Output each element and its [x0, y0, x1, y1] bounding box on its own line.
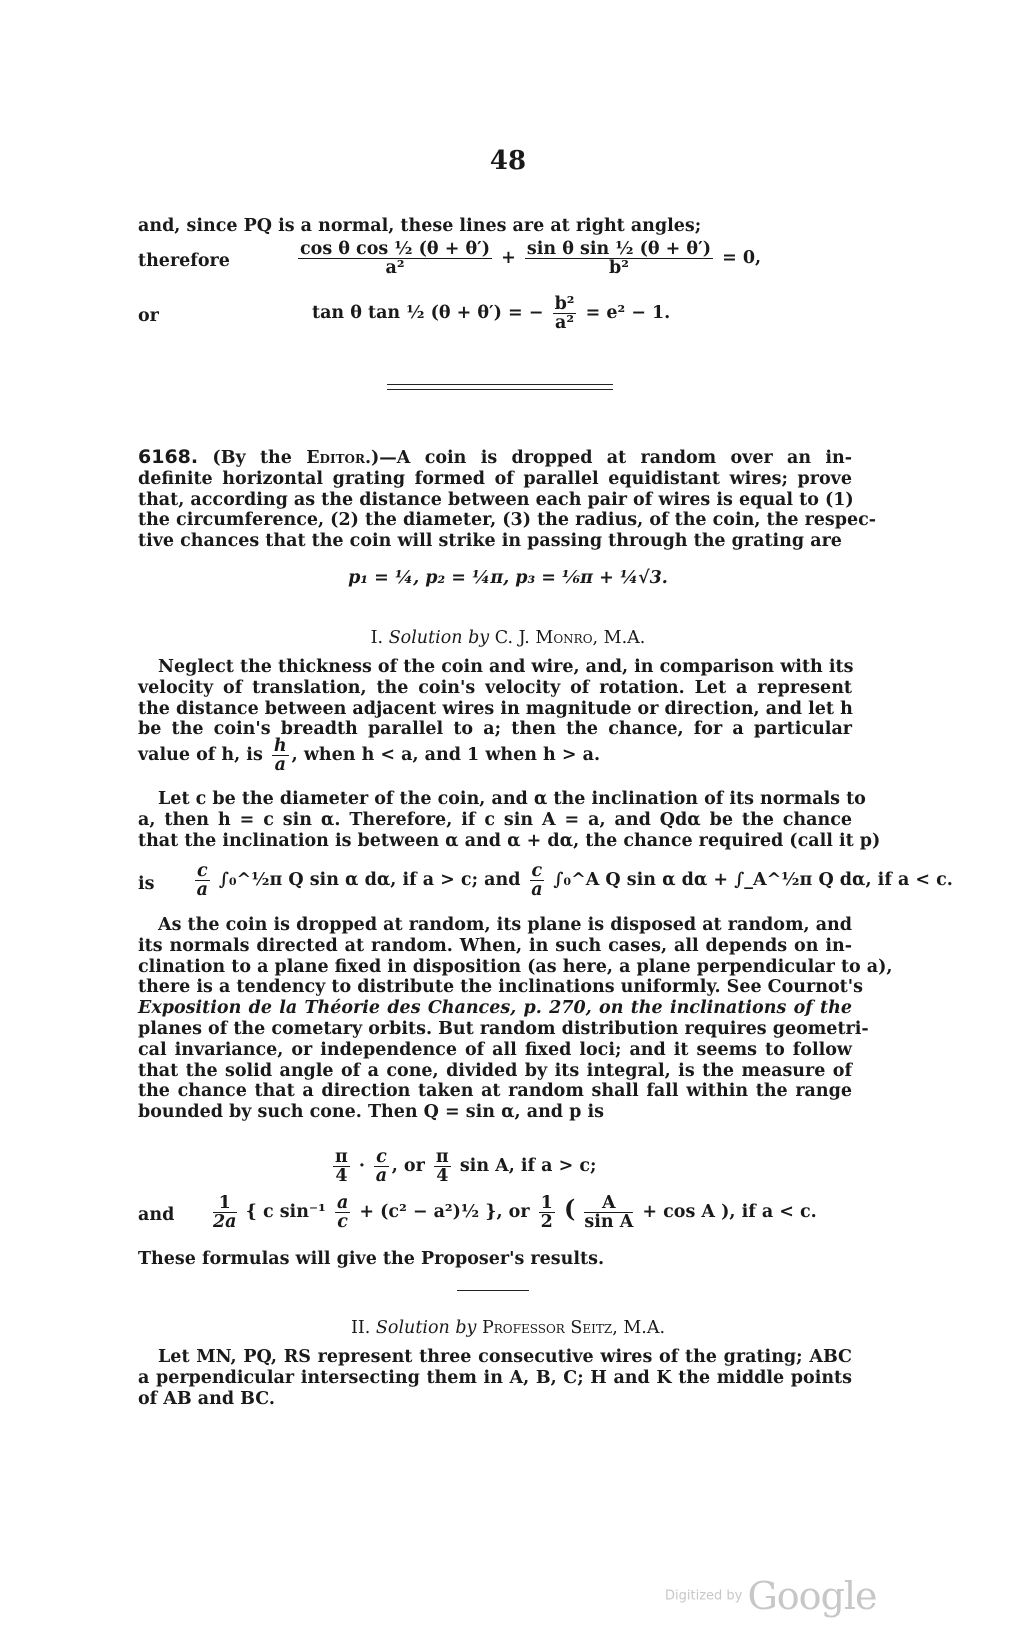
question-line: definite horizontal grating formed of parallel equidistant wires; prove	[138, 468, 852, 489]
fraction-c-over-a: $\frac{c}{a}$	[531, 861, 543, 900]
separator-rule	[387, 384, 613, 385]
solution-1-closing: These formulas will give the Proposer's results.	[138, 1249, 605, 1269]
result-line-1: $\frac{\pi}{4}$ · $\frac{c}{a}$ , or $\frac{\pi}{4}$ sin A, if a > c;	[335, 1147, 597, 1186]
question-number: 6168.	[138, 446, 199, 468]
separator-rule	[387, 389, 613, 390]
question-line: the circumference, (2) the diameter, (3) the radius, of the coin, the respec-	[138, 510, 877, 531]
result-line-2: $\frac{1}{2a}$ { c sin⁻¹ $\frac{a}{c}$ + (c² − a²)½ }, or $\frac{1}{2}$ ( $\frac{A}{\text{sin A}}$ + cos A ), if a < c.	[213, 1193, 817, 1232]
solution-1-line-h-over-a: value of h, is $\frac{h}{a}$ , when h < a, and 1 when h > a.	[138, 736, 601, 775]
therefore-label: therefore	[138, 251, 230, 271]
question-paragraph: 6168. (By the Editor.)—A coin is dropped at random over an in- definite horizontal grating formed of parallel equidistant wires; prove that, according as the distance between each pair of wires is equal to (1) the circumference, (2) the diameter, (3) the radius, of the coin, the respec- tive chances that the coin will strike in passing through the grating are	[138, 446, 877, 552]
integral-is-label: is	[138, 874, 155, 894]
question-result: p₁ = ¼, p₂ = ¼π, p₃ = ⅙π + ¼√3.	[348, 568, 668, 588]
equation-1: $\frac{\text{cos θ cos ½ (θ + θ′)}}{\text{a²}}$ + $\frac{\text{sin θ sin ½ (θ + θ′)}}{\text{b²}}$ = 0,	[300, 239, 762, 278]
eq2-fraction: $\frac{\text{b²}}{\text{a²}}$	[554, 294, 575, 333]
separator-rule	[457, 1290, 529, 1291]
digitized-by-text: Digitized by	[665, 1588, 743, 1604]
solution-2-heading: II. Solution by Professor Seitz, M.A.	[350, 1318, 666, 1338]
equation-2: tan θ tan ½ (θ + θ′) = − $\frac{\text{b²}}{\text{a²}}$ = e² − 1.	[312, 294, 671, 333]
google-logo: Google	[747, 1574, 877, 1618]
and-label: and	[138, 1205, 175, 1225]
eq1-fraction-2: $\frac{\text{sin θ sin ½ (θ + θ′)}}{\text{b²}}$	[526, 239, 711, 278]
eq1-fraction-1: $\frac{\text{cos θ cos ½ (θ + θ′)}}{\text{a²}}$	[300, 239, 491, 278]
question-line: that, according as the distance between each pair of wires is equal to (1)	[138, 489, 854, 510]
solution-1-paragraph-3: As the coin is dropped at random, its plane is disposed at random, and its normals directed at random. When, in such cases, all depends on in- clination to a plane fixed in disposition (as here, a plane perpendicular to a), there is a tendency to distribute the inclinations uniformly. See Cournot's Exposition de la Théorie des Chances, p. 270, on the inclinations of the planes of the cometary orbits. But random distribution requires geometri- cal invariance, or independence of all fixed loci; and it seems to follow that the solid angle of a cone, divided by its integral, is the measure of the chance that a direction taken at random shall fall within the range bounded by such cone. Then Q = sin α, and p is	[138, 915, 893, 1123]
solution-2-paragraph: Let MN, PQ, RS represent three consecutive wires of the grating; ABC a perpendicular intersecting them in A, B, C; H and K the middle points of AB and BC.	[138, 1347, 852, 1409]
or-label: or	[138, 306, 159, 326]
question-author: Editor	[306, 448, 365, 468]
solution-1-paragraph-1: Neglect the thickness of the coin and wire, and, in comparison with its velocity of translation, the coin's velocity of rotation. Let a represent the distance between adjacent wires in magnitude or direction, and let h be the coin's breadth parallel to a; then the chance, for a particular	[138, 657, 854, 740]
page-number: 48	[489, 146, 527, 176]
fraction-h-over-a: $\frac{h}{a}$	[273, 736, 287, 775]
solution-1-heading: I. Solution by C. J. Monro, M.A.	[370, 628, 646, 648]
fraction-c-over-a: $\frac{c}{a}$	[196, 861, 208, 900]
solution-1-paragraph-2: Let c be the diameter of the coin, and α the inclination of its normals to a, then h = c sin α. Therefore, if c sin A = a, and Qdα be the chance that the inclination is between α and α + dα, the chance required (call it p)	[138, 789, 881, 851]
question-line: tive chances that the coin will strike in passing through the grating are	[138, 531, 842, 552]
integral-expression: $\frac{c}{a}$ ∫₀^½π Q sin α dα, if a > c; and $\frac{c}{a}$ ∫₀^A Q sin α dα + ∫_A^½π Q dα, if a < c.	[196, 861, 953, 900]
google-watermark	[665, 1574, 877, 1618]
intro-line: and, since PQ is a normal, these lines are at right angles;	[138, 216, 702, 236]
